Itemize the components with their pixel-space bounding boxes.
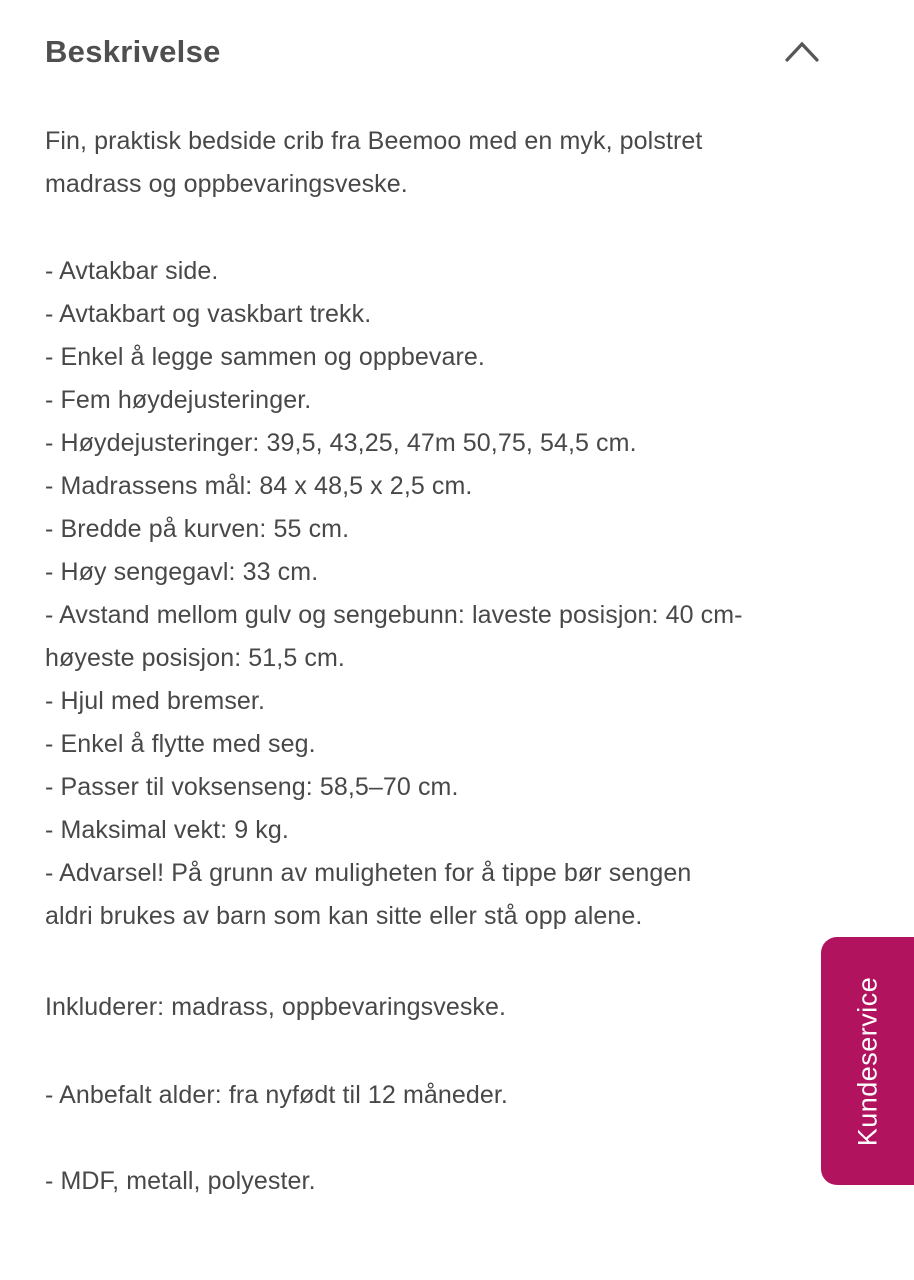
- spec-line: - Fem høydejusteringer.: [45, 386, 312, 414]
- materials-line: - MDF, metall, polyester.: [45, 1167, 316, 1195]
- kundeservice-tab-label: Kundeservice: [852, 976, 883, 1146]
- spec-line: - Maksimal vekt: 9 kg.: [45, 816, 289, 844]
- intro-paragraph: [45, 120, 818, 206]
- recommended-age-line: - Anbefalt alder: fra nyfødt til 12 måneder.: [45, 1081, 508, 1109]
- spec-line: - Avstand mellom gulv og sengebunn: laveste posisjon: 40 cm-: [45, 601, 743, 629]
- section-title: Beskrivelse: [45, 34, 221, 69]
- spec-list: [45, 250, 818, 938]
- spec-line: - Høy sengegavl: 33 cm.: [45, 558, 319, 586]
- spec-line: - Avtakbart og vaskbart trekk.: [45, 300, 372, 328]
- spec-line: - Høydejusteringer: 39,5, 43,25, 47m 50,75, 54,5 cm.: [45, 429, 637, 457]
- chevron-up-icon[interactable]: [782, 37, 822, 67]
- spec-line: aldri brukes av barn som kan sitte eller stå opp alene.: [45, 902, 643, 930]
- spec-line: - Avtakbar side.: [45, 257, 219, 285]
- intro-line: Fin, praktisk bedside crib fra Beemoo med en myk, polstret: [45, 127, 703, 155]
- kundeservice-tab[interactable]: [821, 937, 914, 1185]
- spec-line: høyeste posisjon: 51,5 cm.: [45, 644, 345, 672]
- intro-line: madrass og oppbevaringsveske.: [45, 170, 408, 198]
- spec-line: - Enkel å flytte med seg.: [45, 730, 316, 758]
- description-section-header[interactable]: [45, 30, 818, 74]
- spec-line: - Advarsel! På grunn av muligheten for å tippe bør sengen: [45, 859, 692, 887]
- includes-line: Inkluderer: madrass, oppbevaringsveske.: [45, 993, 507, 1021]
- spec-line: - Passer til voksenseng: 58,5–70 cm.: [45, 773, 459, 801]
- spec-line: - Madrassens mål: 84 x 48,5 x 2,5 cm.: [45, 472, 473, 500]
- spec-line: - Bredde på kurven: 55 cm.: [45, 515, 350, 543]
- spec-line: - Enkel å legge sammen og oppbevare.: [45, 343, 485, 371]
- spec-line: - Hjul med bremser.: [45, 687, 266, 715]
